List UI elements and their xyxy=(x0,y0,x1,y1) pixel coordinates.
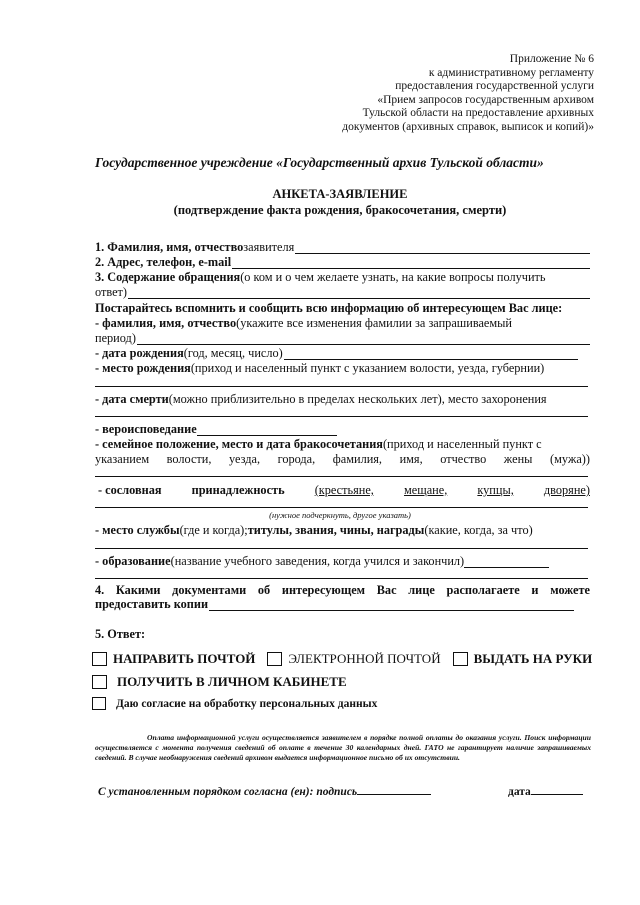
hand-over-checkbox[interactable] xyxy=(453,652,468,666)
religion-field[interactable] xyxy=(197,424,337,436)
personal-cabinet-checkbox[interactable] xyxy=(92,675,107,689)
person-name-label-rest: (укажите все изменения фамилии за запрашиваемый xyxy=(236,316,513,330)
religion-row xyxy=(95,422,590,436)
service-label-mid: (где и когда); xyxy=(179,523,248,537)
answer-label-row xyxy=(95,627,590,641)
death-date-field[interactable] xyxy=(95,416,588,417)
send-by-email-checkbox[interactable] xyxy=(267,652,282,666)
marital-label-rest: (приход и населенный пункт с xyxy=(382,437,542,451)
request-content-cont: ответ) xyxy=(95,285,128,299)
titles-label: титулы, звания, чины, награды xyxy=(247,523,425,537)
person-name-row xyxy=(95,316,590,330)
date-label: дата xyxy=(508,786,531,798)
death-date-label: - дата смерти xyxy=(95,392,169,406)
appendix-line: Тульской области на предоставление архивных xyxy=(362,107,594,119)
applicant-name-label: 1. Фамилия, имя, отчество xyxy=(95,240,244,254)
appendix-header xyxy=(274,53,594,134)
estate-option-merchants[interactable]: купцы, xyxy=(477,483,514,497)
estate-note: (нужное подчеркнуть, другое указать) xyxy=(269,510,411,520)
request-content-label-rest: (о ком и о чем желаете узнать, на какие вопросы получить xyxy=(240,270,546,284)
birth-place-field[interactable] xyxy=(95,386,588,387)
hand-over-label: ВЫДАТЬ НА РУКИ xyxy=(473,651,593,666)
applicant-name-label-rest: заявителя xyxy=(243,240,295,254)
request-content-field[interactable] xyxy=(128,287,590,299)
birth-date-label-rest: (год, месяц, число) xyxy=(183,346,283,360)
birth-place-label: - место рождения xyxy=(95,361,191,375)
organization-title: Государственное учреждение «Государственный архив Тульской области» xyxy=(95,155,544,170)
consent-checkbox[interactable] xyxy=(92,697,106,710)
titles-label-rest: (какие, когда, за что) xyxy=(424,523,533,537)
marital-cont: указанием волости, уезда, города, фамилия, имя, отчество жены (мужа)) xyxy=(95,452,590,466)
birth-date-label: - дата рождения xyxy=(95,346,184,360)
consent-label: Даю согласие на обработку персональных данных xyxy=(116,697,378,710)
estate-label-2: принадлежность xyxy=(191,483,285,497)
appendix-line: предоставления государственной услуги xyxy=(395,80,594,92)
answer-options-row xyxy=(92,651,592,667)
birth-date-field[interactable] xyxy=(284,348,578,360)
death-date-label-rest: (можно приблизительно в пределах нескольких лет), место захоронения xyxy=(168,392,547,406)
education-field[interactable] xyxy=(464,556,549,568)
religion-label: - вероисповедание xyxy=(95,422,197,436)
appendix-line: Приложение № 6 xyxy=(509,53,594,65)
address-label: 2. Адрес, телефон, e-mail xyxy=(95,255,232,269)
estate-option-peasants[interactable]: (крестьяне, xyxy=(314,483,374,497)
education-label: - образование xyxy=(95,554,171,568)
request-content-label: 3. Содержание обращения xyxy=(95,270,241,284)
estate-option-nobles[interactable]: дворяне) xyxy=(543,483,590,497)
send-by-mail-label: НАПРАВИТЬ ПОЧТОЙ xyxy=(113,651,256,666)
person-name-field[interactable] xyxy=(137,333,590,345)
signature-field[interactable] xyxy=(357,783,431,795)
documents-label-cont: предоставить копии xyxy=(95,597,209,611)
birth-place-row xyxy=(95,361,590,375)
birth-date-row xyxy=(95,346,590,360)
service-row xyxy=(95,523,590,537)
appendix-line: «Прием запросов государственным архивом xyxy=(377,93,594,106)
birth-place-label-rest: (приход и населенный пункт с указанием волости, уезда, губернии) xyxy=(190,361,545,375)
education-label-rest: (название учебного заведения, когда учился и закончил) xyxy=(170,554,465,568)
documents-cont-row xyxy=(95,597,590,611)
recall-instruction: Постарайтесь вспомнить и сообщить всю информацию об интересующем Вас лице: xyxy=(95,301,563,315)
personal-cabinet-label: ПОЛУЧИТЬ В ЛИЧНОМ КАБИНЕТЕ xyxy=(117,674,347,689)
person-name-cont: период) xyxy=(95,331,136,345)
signature-row xyxy=(98,783,593,798)
send-by-mail-checkbox[interactable] xyxy=(92,652,107,666)
send-by-email-label: ЭЛЕКТРОННОЙ ПОЧТОЙ xyxy=(288,651,441,666)
documents-row xyxy=(95,583,590,597)
applicant-name-field[interactable] xyxy=(295,242,590,254)
documents-label: 4. Какими документами об интересующем Вас лице располагаете и можете xyxy=(95,583,590,597)
death-date-row xyxy=(95,392,590,406)
service-field[interactable] xyxy=(95,548,588,549)
request-content-cont-row xyxy=(95,285,590,299)
address-row xyxy=(95,255,590,269)
estate-option-townsfolk[interactable]: мещане, xyxy=(403,483,448,497)
payment-terms: Оплата информационной услуги осуществляется заявителем в порядке полной оплаты до оказания услуги. Поиск информации осуществляется с момента получения сведений об оплате в течение 30 календарных дней. ГАТО не гарантирует наличие запрашиваемых сведений. В случае необнаружения сведений архивом выдается информационное письмо об их отсутствии. xyxy=(95,733,591,762)
person-name-label: - фамилия, имя, отчество xyxy=(95,316,237,330)
marital-label: - семейное положение, место и дата бракосочетания xyxy=(95,437,383,451)
request-content-row xyxy=(95,270,590,284)
recall-instruction-row xyxy=(95,301,590,315)
estate-field[interactable] xyxy=(95,507,588,508)
signature-label: С установленным порядком согласна (ен): подпись xyxy=(98,786,358,798)
form-subtitle: (подтверждение факта рождения, бракосочетания, смерти) xyxy=(173,203,507,217)
address-field[interactable] xyxy=(232,257,590,269)
documents-field[interactable] xyxy=(209,599,574,611)
estate-label-1: - сословная xyxy=(98,483,162,497)
estate-row xyxy=(98,483,590,497)
form-title: АНКЕТА-ЗАЯВЛЕНИЕ xyxy=(272,187,408,201)
consent-row xyxy=(92,697,377,710)
marital-row xyxy=(95,437,590,451)
appendix-line: к административному регламенту xyxy=(428,66,594,79)
marital-field[interactable] xyxy=(95,476,588,477)
cabinet-option-row xyxy=(92,674,347,690)
marital-cont-row xyxy=(95,452,590,466)
applicant-name-row xyxy=(95,240,590,254)
education-field-line[interactable] xyxy=(95,578,588,579)
appendix-line: документов (архивных справок, выписок и копий)» xyxy=(342,120,594,133)
person-name-cont-row xyxy=(95,331,590,345)
service-label: - место службы xyxy=(95,523,180,537)
date-field[interactable] xyxy=(531,783,583,795)
date-block xyxy=(508,783,583,798)
answer-label: 5. Ответ: xyxy=(95,627,146,641)
education-row xyxy=(95,554,590,568)
